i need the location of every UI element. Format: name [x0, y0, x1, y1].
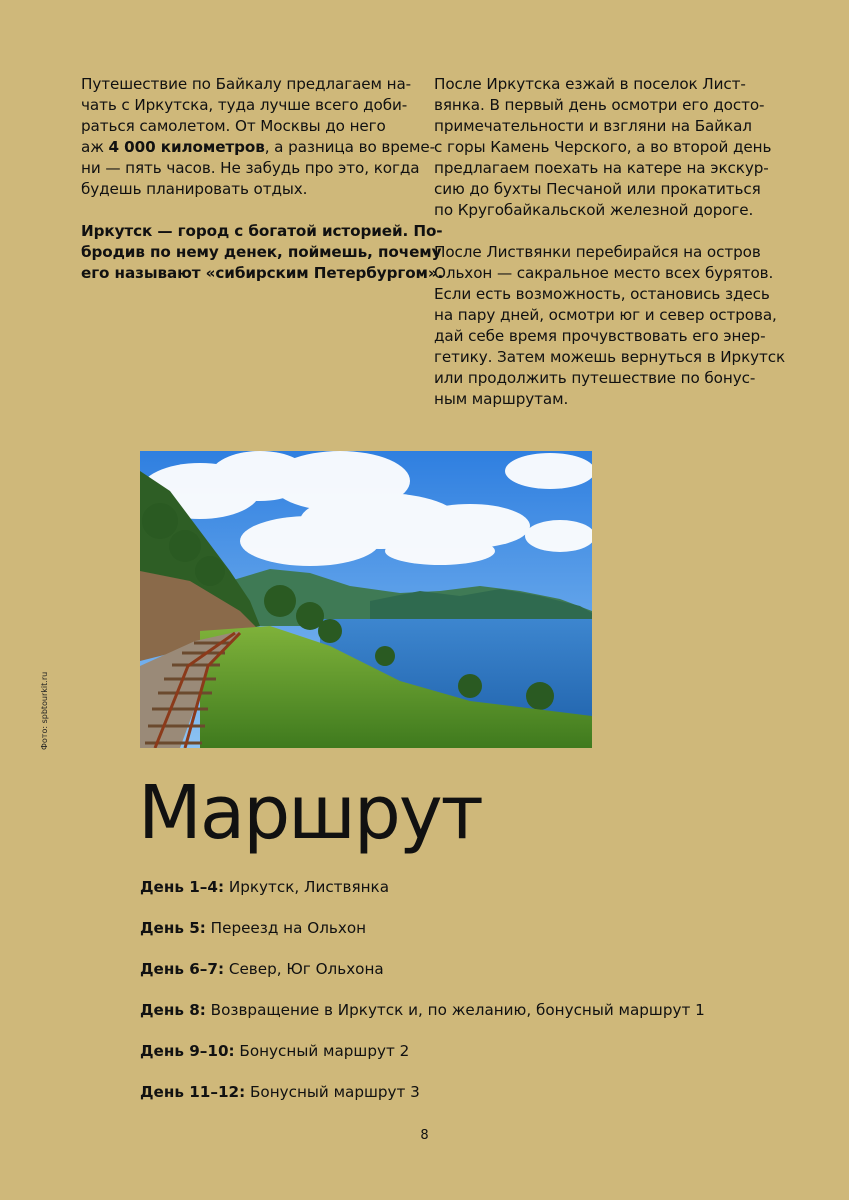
intro-paragraph	[81, 74, 435, 200]
route-description: Возвращение в Иркутск и, по желанию, бонусный маршрут 1	[205, 1001, 705, 1019]
route-description: Иркутск, Листвянка	[224, 878, 390, 896]
text-line: Иркутск — город с богатой историей. По-	[81, 222, 443, 240]
text-line: Путешествие по Байкалу предлагаем на-	[81, 75, 412, 93]
text-line: или продолжить путешествие по бонус-	[434, 369, 756, 387]
route-item	[140, 1000, 705, 1041]
route-item	[140, 1082, 705, 1123]
distance-highlight: 4 000 километров	[108, 138, 265, 156]
route-day: День 8:	[140, 1001, 206, 1019]
text-line: После Листвянки перебирайся на остров	[434, 243, 761, 261]
text-line: гетику. Затем можешь вернуться в Иркутск	[434, 348, 786, 366]
route-list	[140, 877, 705, 1123]
listvyanka-paragraph	[434, 74, 784, 221]
route-item	[140, 877, 705, 918]
page-number: 8	[420, 1128, 429, 1143]
route-day: День 5:	[140, 919, 206, 937]
route-day: День 6–7:	[140, 960, 225, 978]
route-description: Бонусный маршрут 2	[234, 1042, 410, 1060]
text-line: на пару дней, осмотри юг и север острова,	[434, 306, 777, 324]
text-line: с горы Камень Черского, а во второй день	[434, 138, 772, 156]
text-line: Ольхон — сакральное место всех бурятов.	[434, 264, 774, 282]
text-line: раться самолетом. От Москвы до него	[81, 117, 386, 135]
text-line: ни — пять часов. Не забудь про это, когда	[81, 159, 420, 177]
left-column	[81, 74, 444, 284]
text-line: бродив по нему денек, поймешь, почему	[81, 243, 442, 261]
route-description: Переезд на Ольхон	[205, 919, 367, 937]
text-line: предлагаем поехать на катере на экскур-	[434, 159, 769, 177]
text-line: ным маршрутам.	[434, 390, 569, 408]
right-column	[434, 74, 784, 410]
text-line: сию до бухты Песчаной или прокатиться	[434, 180, 761, 198]
text-line: его называют «сибирским Петербургом».	[81, 264, 444, 282]
olkhon-paragraph	[434, 242, 784, 410]
text-fragment: , а разница во време-	[264, 138, 435, 156]
route-heading: Маршрут	[138, 770, 482, 856]
text-line: После Иркутска езжай в поселок Лист-	[434, 75, 746, 93]
irkutsk-highlight-paragraph	[81, 221, 444, 284]
text-line: по Кругобайкальской железной дороге.	[434, 201, 754, 219]
route-item	[140, 959, 705, 1000]
text-line: дай себе время прочувствовать его энер-	[434, 327, 766, 345]
route-description: Бонусный маршрут 3	[245, 1083, 420, 1101]
route-description: Север, Юг Ольхона	[224, 960, 384, 978]
text-line: вянка. В первый день осмотри его досто-	[434, 96, 765, 114]
text-line: чать с Иркутска, туда лучше всего доби-	[81, 96, 408, 114]
text-line: будешь планировать отдых.	[81, 180, 308, 198]
route-day: День 1–4:	[140, 878, 225, 896]
route-day: День 9–10:	[140, 1042, 235, 1060]
route-day: День 11–12:	[140, 1083, 246, 1101]
photo-credit: Фото: spbtourkit.ru	[40, 671, 49, 750]
route-item	[140, 1041, 705, 1082]
text-fragment: аж	[81, 138, 109, 156]
baikal-railway-photo	[140, 451, 592, 748]
text-line: Если есть возможность, остановись здесь	[434, 285, 770, 303]
text-line: примечательности и взгляни на Байкал	[434, 117, 752, 135]
text-line	[81, 137, 435, 158]
route-item	[140, 918, 705, 959]
